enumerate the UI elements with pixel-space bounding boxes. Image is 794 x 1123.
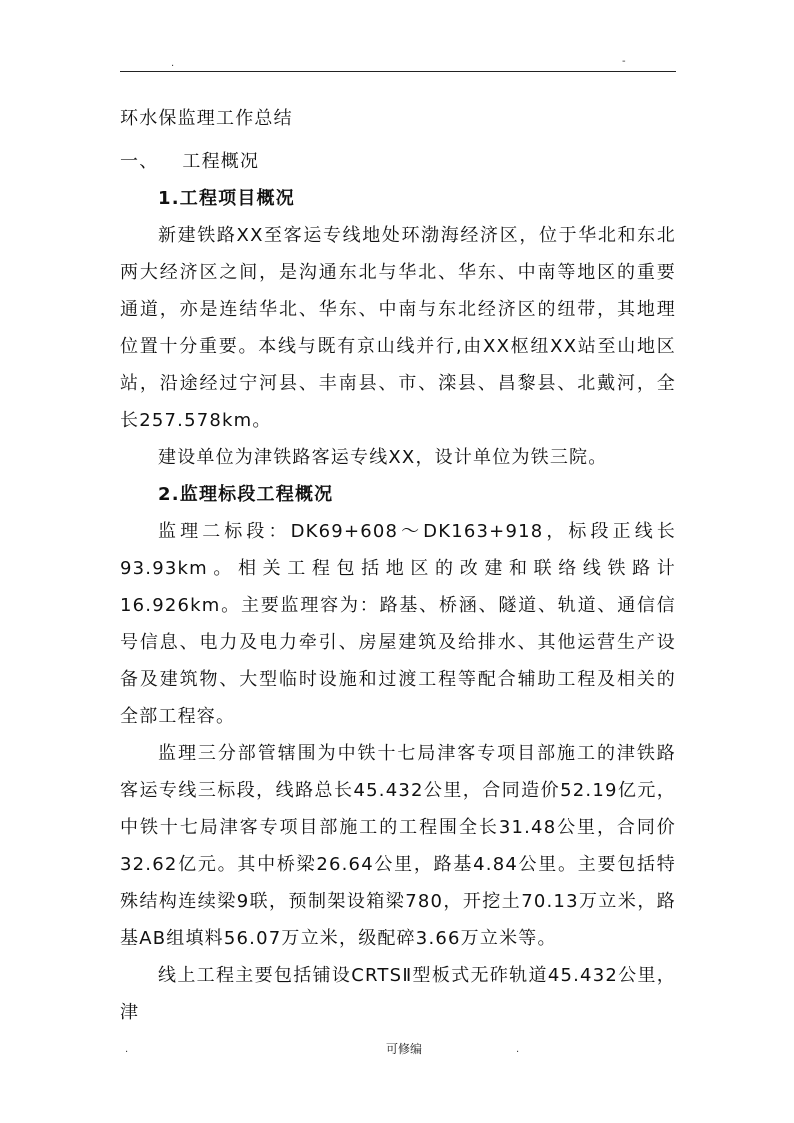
footer-right-mark: . [516, 1044, 520, 1055]
footer-left-mark: . [125, 1044, 129, 1055]
page-footer [0, 1040, 794, 1060]
subsection-heading-2: 2.监理标段工程概况 [158, 484, 334, 505]
paragraph-units: 建设单位为津铁路客运专线XX，设计单位为铁三院。 [158, 447, 608, 468]
header-left-mark: . [171, 58, 175, 69]
section-heading [120, 143, 676, 180]
footer-text: 可修编 [386, 1042, 423, 1056]
paragraph-track-works: 线上工程主要包括铺设CRTSⅡ型板式无砟轨道45.432公里，津 [120, 965, 676, 1023]
paragraph-section-three: 监理三分部管辖围为中铁十七局津客专项目部施工的津铁路客运专线三标段，线路总长45.432公里，合同造价52.19亿元，中铁十七局津客专项目部施工的工程围全长31.48公里，合同价32.62亿元。其中桥梁26.64公里，路基4.84公里。主要包括特殊结构连续梁9联，预制架设箱梁780，开挖土70.13万立米，路基AB组填料56.07万立米，级配碎3.66万立米等。 [120, 743, 676, 949]
paragraph-section-two: 监理二标段：DK69+608～DK163+918，标段正线长93.93km。相关工程包括地区的改建和联络线铁路计16.926km。主要监理容为：路基、桥涵、隧道、轨道、通信信号信息、电力及电力牵引、房屋建筑及给排水、其他运营生产设备及建筑物、大型临时设施和过渡工程等配合辅助工程及相关的全部工程容。 [120, 521, 676, 727]
section-title: 工程概况 [182, 151, 260, 172]
header-rule [120, 71, 676, 72]
header-right-mark: - [622, 56, 626, 67]
section-number: 一、 [120, 151, 159, 172]
paragraph-project-overview: 新建铁路XX至客运专线地处环渤海经济区，位于华北和东北两大经济区之间，是沟通东北与华北、华东、中南等地区的重要通道，亦是连结华北、华东、中南与东北经济区的纽带，其地理位置十分重要。本线与既有京山线并行,由XX枢纽XX站至山地区站，沿途经过宁河县、丰南县、市、滦县、昌黎县、北戴河，全长257.578km。 [120, 225, 676, 431]
document-title: 环水保监理工作总结 [120, 108, 293, 129]
document-body [120, 100, 676, 1031]
subsection-heading-1: 1.工程项目概况 [158, 188, 295, 209]
